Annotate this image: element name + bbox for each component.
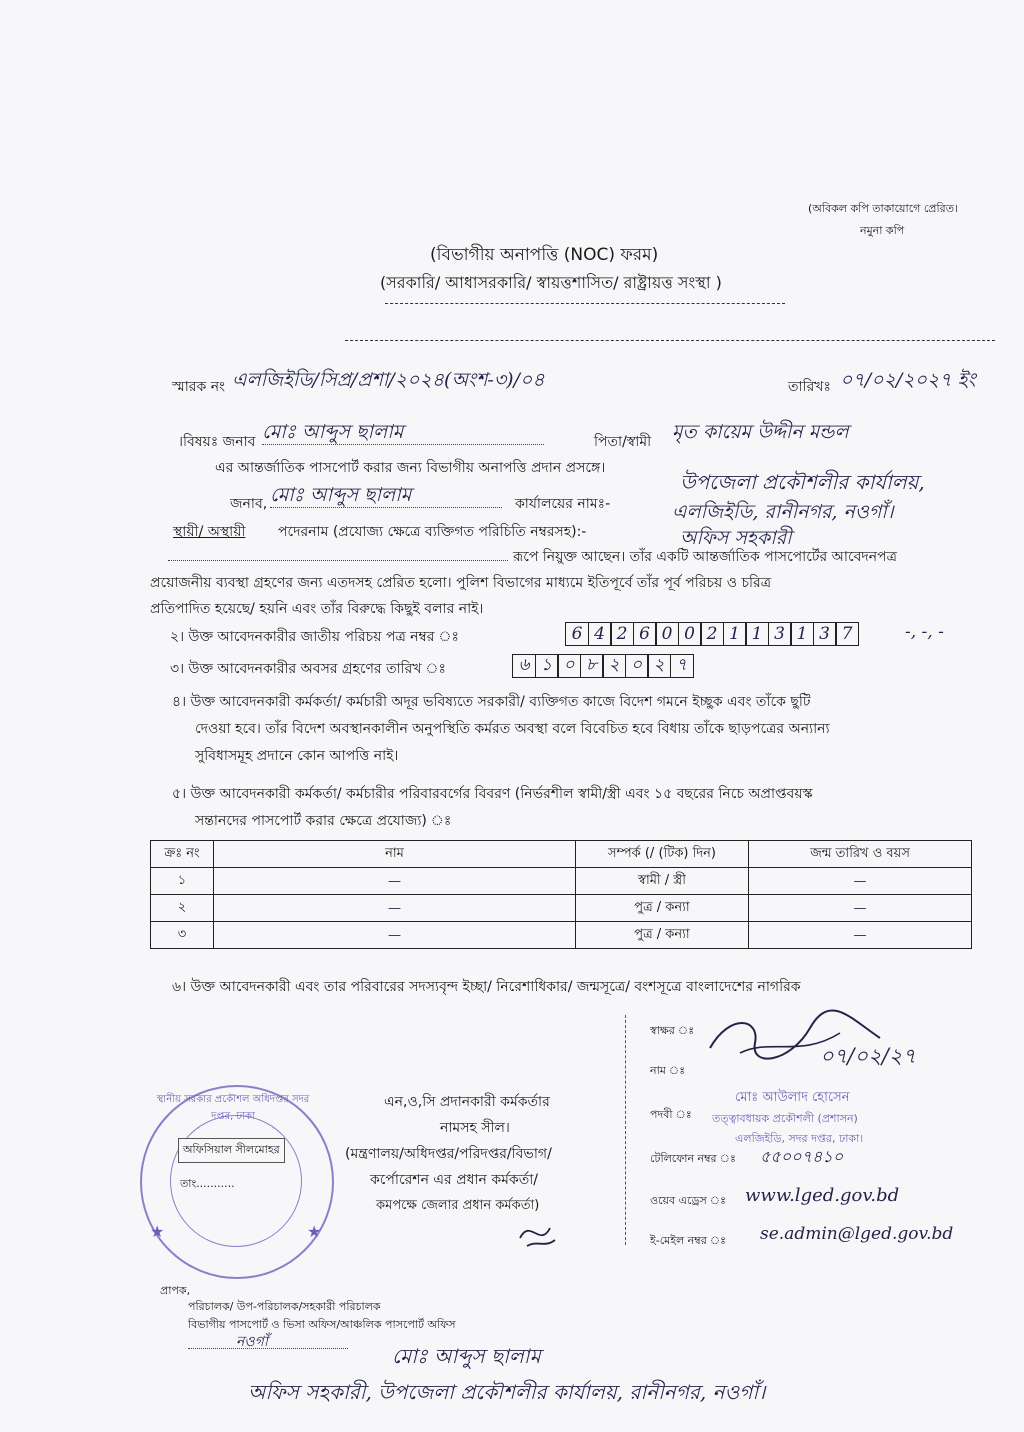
date-value: ০৭/০২/২০২৭ ইং: [840, 369, 976, 391]
copy-name: মোঃ আব্দুস ছালাম: [392, 1344, 541, 1368]
retirement-date-digit: ৮: [580, 654, 604, 678]
row-serial: ৩: [151, 922, 214, 949]
nid-digit: 2: [610, 622, 634, 646]
office-line-2: এলজিইডি, রানীনগর, নওগাঁ।: [672, 501, 894, 523]
signature-label: স্বাক্ষর ঃ: [650, 1024, 695, 1037]
row-serial: ২: [151, 895, 214, 922]
para1-line-4: প্রয়োজনীয় ব্যবস্থা গ্রহণের জন্য এতদসহ প্রেরিত হলো। পুলিশ বিভাগের মাধ্যমে ইতিপূর্বে তাঁর পূর্ব পরিচয় ও চরিত্র: [150, 575, 772, 591]
officer-office: এলজিইডি, সদর দপ্তর, ঢাকা।: [735, 1132, 864, 1145]
family-table: [150, 840, 972, 949]
noc-block-line-1: এন,ও,সি প্রদানকারী কর্মকর্তার: [384, 1094, 550, 1110]
top-note: (অবিকল কপি তাকায়োগে প্রেরিত।: [808, 202, 958, 215]
row-dob: —: [749, 868, 972, 895]
table-row: [151, 895, 972, 922]
nid-digit: 1: [790, 622, 814, 646]
designation-line: [168, 560, 508, 561]
nid-digit: 7: [835, 622, 859, 646]
post-label: পদবী ঃ: [650, 1108, 692, 1121]
retirement-date-digit: ০: [625, 654, 649, 678]
row-dob: —: [749, 895, 972, 922]
para1-line-3: রূপে নিয়ুক্ত আছেন। তাঁর একটি আন্তর্জাতিক পাসপোর্টের আবেদনপত্র: [513, 549, 897, 565]
form-subtitle: (সরকারি/ আধাসরকারি/ স্বায়ত্তশাসিত/ রাষ্ট্রায়ত্ত সংস্থা ): [380, 273, 722, 292]
table-row: [151, 922, 972, 949]
para1-name: মোঃ আব্দুস ছালাম: [270, 484, 412, 506]
table-row: [151, 868, 972, 895]
subject-name-line: [262, 444, 544, 445]
nid-digit: 3: [768, 622, 792, 646]
subject-name: মোঃ আব্দুস ছালাম: [262, 421, 404, 443]
nid-digit: 6: [633, 622, 657, 646]
officer-post: তত্ত্বাবধায়ক প্রকৌশলী (প্রশাসন): [712, 1112, 858, 1125]
office-line-1: উপজেলা প্রকৌশলীর কার্যালয়,: [680, 470, 925, 494]
phone-value: ৫৫০০৭৪১০: [760, 1147, 844, 1166]
noc-block-line-3: (মন্ত্রণালয়/অধিদপ্তর/পরিদপ্তর/বিভাগ/: [345, 1146, 552, 1162]
row-name: —: [214, 922, 576, 949]
designation-text: পদেরনাম (প্রযোজ্য ক্ষেত্রে ব্যক্তিগত পরিচিতি নম্বরসহ):-: [278, 524, 587, 540]
item5-line-1: ৫। উক্ত আবেদনকারী কর্মকর্তা/ কর্মচারীর পরিবারবর্গের বিবরণ (নির্ভরশীল স্বামী/স্ত্রী এবং ১৫ বছরের নিচে অপ্রাপ্তবয়স্ক: [172, 786, 813, 802]
header-divider: [345, 340, 995, 341]
para1-janab: জনাব,: [230, 496, 268, 512]
father-name: মৃত কায়েম উদ্দীন মন্ডল: [672, 421, 849, 443]
web-value: www.lged.gov.bd: [745, 1185, 900, 1206]
item4-line-1: ৪। উক্ত আবেদনকারী কর্মকর্তা/ কর্মচারী অদূর ভবিষ্যতে সরকারী/ ব্যক্তিগত কাজে বিদেশ গমনে ইচ্ছুক এবং তাঁকে ছুটি: [172, 694, 811, 710]
copy-line: অফিস সহকারী, উপজেলা প্রকৌশলীর কার্যালয়, রানীনগর, নওগাঁ।: [248, 1380, 766, 1404]
retirement-date-digit: ৬: [512, 654, 536, 678]
col-dob: জন্ম তারিখ ও বয়স: [749, 841, 972, 868]
name-label: নাম ঃ: [650, 1064, 686, 1077]
seal-star-left-icon: ★: [150, 1222, 165, 1241]
retirement-date-digit: ১: [535, 654, 559, 678]
para1-name-line: [270, 507, 502, 508]
signature-date: ০৭/০২/২৭: [820, 1044, 917, 1068]
seal-label: অফিসিয়াল সীলমোহর: [178, 1138, 285, 1163]
para1-line-5: প্রতিপাদিত হয়েছে/ হয়নি এবং তাঁর বিরুদ্ধে কিছুই বলার নাই।: [150, 601, 484, 617]
col-serial: ক্রঃ নং: [151, 841, 214, 868]
item4-line-3: সুবিধাসমূহ প্রদানে কোন আপত্তি নাই।: [195, 748, 399, 764]
office-label: কার্যালয়ের নামঃ-: [515, 496, 611, 512]
retirement-date-digit: ০: [557, 654, 581, 678]
seal-star-right-icon: ★: [307, 1222, 322, 1241]
recipient-line-1: পরিচালক/ উপ-পরিচালক/সহকারী পরিচালক: [188, 1300, 381, 1313]
designation-value: অফিস সহকারী: [680, 527, 792, 549]
row-name: —: [214, 895, 576, 922]
recipient-city: নওগাঁ: [236, 1334, 268, 1350]
row-relation: পুত্র / কন্যা: [576, 895, 749, 922]
phone-label: টেলিফোন নম্বর ঃ: [650, 1152, 736, 1165]
nid-digit: 4: [588, 622, 612, 646]
specimen-label: নমুনা কপি: [860, 224, 905, 237]
retirement-date-boxes: [512, 654, 692, 678]
nid-boxes: [565, 622, 858, 646]
retirement-date-digit: ৭: [670, 654, 694, 678]
item4-line-2: দেওয়া হবে। তাঁর বিদেশ অবস্থানকালীন অনুপস্থিতি কর্মরত অবস্থা বলে বিবেচিত হবে বিধায় তাঁকে ছাড়পত্রের অন্যান্য: [195, 721, 830, 737]
subtitle-underline: [385, 303, 785, 304]
item6-text: ৬। উক্ত আবেদনকারী এবং তার পরিবারের সদস্যবৃন্দ ইচ্ছা/ নিরেশাধিকার/ জন্মসূত্রে/ বংশসূত্রে বাংলাদেশের নাগরিক: [172, 979, 801, 995]
retirement-date-digit: ২: [647, 654, 671, 678]
item2-label: ২। উক্ত আবেদনকারীর জাতীয় পরিচয় পত্র নম্বর ঃ: [170, 629, 459, 645]
email-value: se.admin@lged.gov.bd: [760, 1224, 954, 1244]
family-table-header: [151, 841, 972, 868]
item5-line-2: সন্তানদের পাসপোর্ট করার ক্ষেত্রে প্রযোজ্য) ঃ: [195, 813, 452, 829]
seal-text: স্থানীয় সরকার প্রকৌশল অধিদপ্তর সদর দপ্তর, ঢাকা: [156, 1094, 310, 1122]
recipient-city-line: [188, 1348, 348, 1349]
row-dob: —: [749, 922, 972, 949]
email-label: ই-মেইল নম্বর ঃ: [650, 1234, 726, 1247]
nid-digit: 6: [565, 622, 589, 646]
row-relation: স্বামী / স্ত্রী: [576, 868, 749, 895]
recipient-label: প্রাপক,: [160, 1284, 191, 1297]
nid-digit: 0: [678, 622, 702, 646]
nid-digit: 1: [723, 622, 747, 646]
seal-date-label: তাং...........: [180, 1177, 235, 1190]
subject-label: ।বিষয়ঃ জনাব: [178, 434, 256, 450]
item3-label: ৩। উক্ত আবেদনকারীর অবসর গ্রহণের তারিখ ঃ: [170, 661, 446, 677]
recipient-line-2: বিভাগীয় পাসপোর্ট ও ভিসা অফিস/আঞ্চলিক পাসপোর্ট অফিস: [188, 1318, 456, 1331]
form-title: (বিভাগীয় অনাপত্তি (NOC) ফরম): [430, 245, 659, 265]
noc-block-line-5: কমপক্ষে জেলার প্রধান কর্মকর্তা): [376, 1198, 540, 1213]
nid-digit: 3: [813, 622, 837, 646]
noc-block-line-4: কর্পোরেশন এর প্রধান কর্মকর্তা/: [370, 1172, 539, 1188]
memo-value: এলজিইডি/সিপ্র/প্রশা/২০২৪(অংশ-৩)/০৪: [232, 369, 545, 391]
father-label: পিতা/স্বামী: [594, 434, 652, 450]
nid-digit: 2: [700, 622, 724, 646]
initial-mark: [515, 1218, 560, 1253]
col-name: নাম: [214, 841, 576, 868]
signature-divider: [625, 1015, 626, 1245]
nid-suffix: -, -, -: [905, 622, 944, 642]
date-label: তারিখঃ: [788, 379, 831, 395]
officer-name: মোঃ আউলাদ হোসেন: [735, 1090, 850, 1105]
web-label: ওয়েব এড্রেস ঃ: [650, 1194, 726, 1207]
nid-digit: 1: [745, 622, 769, 646]
row-relation: পুত্র / কন্যা: [576, 922, 749, 949]
retirement-date-digit: ২: [602, 654, 626, 678]
memo-label: স্মারক নং: [172, 379, 226, 395]
nid-digit: 0: [655, 622, 679, 646]
row-serial: ১: [151, 868, 214, 895]
row-name: —: [214, 868, 576, 895]
col-relation: সম্পর্ক (/ (টিক) দিন): [576, 841, 749, 868]
subject-line-2: এর আন্তর্জাতিক পাসপোর্ট করার জন্য বিভাগীয় অনাপত্তি প্রদান প্রসঙ্গে।: [215, 460, 606, 476]
designation-prefix: স্থায়ী/ অস্থায়ী: [173, 524, 246, 540]
noc-block-line-2: নামসহ সীল।: [440, 1120, 510, 1136]
